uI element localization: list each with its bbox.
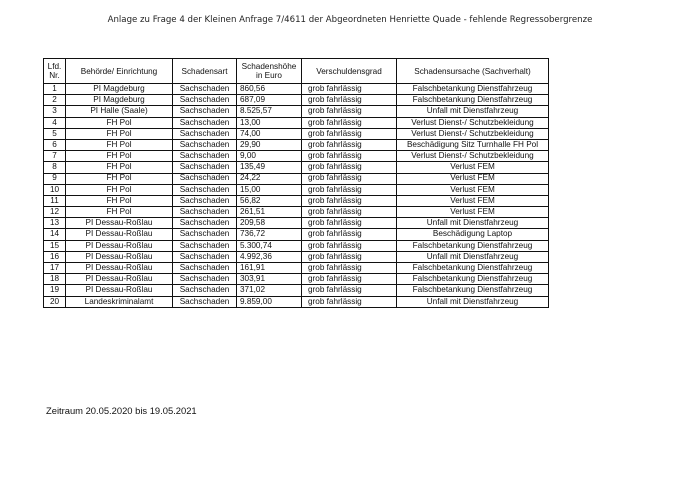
cell-verschuldensgrad: grob fahrlässig: [302, 84, 397, 95]
cell-behoerde: FH Pol: [66, 128, 173, 139]
cell-verschuldensgrad: grob fahrlässig: [302, 285, 397, 296]
table-row: [44, 251, 549, 262]
cell-behoerde: FH Pol: [66, 151, 173, 162]
period-note: Zeitraum 20.05.2020 bis 19.05.2021: [46, 405, 197, 416]
cell-verschuldensgrad: grob fahrlässig: [302, 195, 397, 206]
cell-nr: 1: [44, 84, 66, 95]
cell-schadensart: Sachschaden: [173, 106, 237, 117]
table-row: [44, 84, 549, 95]
table-row: [44, 195, 549, 206]
cell-schadensursache: Falschbetankung Dienstfahrzeug: [397, 285, 549, 296]
cell-schadensart: Sachschaden: [173, 229, 237, 240]
cell-behoerde: PI Halle (Saale): [66, 106, 173, 117]
cell-schadenshoehe: 303,91: [237, 274, 302, 285]
cell-schadensart: Sachschaden: [173, 195, 237, 206]
cell-schadensursache: Unfall mit Dienstfahrzeug: [397, 251, 549, 262]
column-header-nr: Lfd. Nr.: [44, 59, 66, 84]
table-row: [44, 184, 549, 195]
cell-behoerde: PI Dessau-Roßlau: [66, 251, 173, 262]
cell-schadensart: Sachschaden: [173, 285, 237, 296]
cell-nr: 3: [44, 106, 66, 117]
cell-schadensart: Sachschaden: [173, 274, 237, 285]
cell-verschuldensgrad: grob fahrlässig: [302, 139, 397, 150]
cell-schadenshoehe: 13,00: [237, 117, 302, 128]
table-row: [44, 106, 549, 117]
cell-schadensursache: Verlust FEM: [397, 173, 549, 184]
cell-verschuldensgrad: grob fahrlässig: [302, 218, 397, 229]
cell-schadenshoehe: 15,00: [237, 184, 302, 195]
cell-behoerde: FH Pol: [66, 207, 173, 218]
table-header: [44, 59, 549, 84]
cell-nr: 8: [44, 162, 66, 173]
cell-schadenshoehe: 261,51: [237, 207, 302, 218]
cell-schadensursache: Verlust Dienst-/ Schutzbekleidung: [397, 151, 549, 162]
cell-nr: 4: [44, 117, 66, 128]
cell-nr: 6: [44, 139, 66, 150]
cell-schadensursache: Verlust FEM: [397, 162, 549, 173]
cell-schadensursache: Falschbetankung Dienstfahrzeug: [397, 95, 549, 106]
table-row: [44, 139, 549, 150]
cell-verschuldensgrad: grob fahrlässig: [302, 162, 397, 173]
cell-schadensursache: Unfall mit Dienstfahrzeug: [397, 296, 549, 307]
cell-schadenshoehe: 74,00: [237, 128, 302, 139]
table-row: [44, 162, 549, 173]
document-title: Anlage zu Frage 4 der Kleinen Anfrage 7/4611 der Abgeordneten Henriette Quade - fehlende Regressobergrenze: [107, 15, 593, 25]
cell-verschuldensgrad: grob fahrlässig: [302, 173, 397, 184]
cell-verschuldensgrad: grob fahrlässig: [302, 207, 397, 218]
cell-verschuldensgrad: grob fahrlässig: [302, 106, 397, 117]
cell-behoerde: Landeskriminalamt: [66, 296, 173, 307]
table-row: [44, 218, 549, 229]
cell-schadenshoehe: 8.525,57: [237, 106, 302, 117]
cell-schadensursache: Falschbetankung Dienstfahrzeug: [397, 84, 549, 95]
cell-schadensursache: Verlust Dienst-/ Schutzbekleidung: [397, 128, 549, 139]
cell-schadensart: Sachschaden: [173, 84, 237, 95]
cell-nr: 20: [44, 296, 66, 307]
column-header-schadensart: Schadensart: [173, 59, 237, 84]
table-row: [44, 128, 549, 139]
table-row: [44, 296, 549, 307]
cell-nr: 5: [44, 128, 66, 139]
cell-nr: 9: [44, 173, 66, 184]
cell-schadensursache: Falschbetankung Dienstfahrzeug: [397, 263, 549, 274]
table-row: [44, 274, 549, 285]
cell-schadensursache: Beschädigung Sitz Turnhalle FH Pol: [397, 139, 549, 150]
cell-behoerde: PI Dessau-Roßlau: [66, 229, 173, 240]
cell-schadensursache: Unfall mit Dienstfahrzeug: [397, 218, 549, 229]
cell-verschuldensgrad: grob fahrlässig: [302, 184, 397, 195]
cell-verschuldensgrad: grob fahrlässig: [302, 274, 397, 285]
cell-nr: 12: [44, 207, 66, 218]
cell-schadensart: Sachschaden: [173, 162, 237, 173]
cell-schadensart: Sachschaden: [173, 251, 237, 262]
cell-behoerde: FH Pol: [66, 173, 173, 184]
table-body: [44, 84, 549, 308]
cell-nr: 16: [44, 251, 66, 262]
table-header-row: [44, 59, 549, 84]
cell-schadenshoehe: 9,00: [237, 151, 302, 162]
column-header-behoerde: Behörde/ Einrichtung: [66, 59, 173, 84]
cell-nr: 15: [44, 240, 66, 251]
cell-schadenshoehe: 209,58: [237, 218, 302, 229]
cell-behoerde: FH Pol: [66, 195, 173, 206]
table-row: [44, 229, 549, 240]
table-row: [44, 207, 549, 218]
cell-behoerde: PI Dessau-Roßlau: [66, 274, 173, 285]
cell-nr: 2: [44, 95, 66, 106]
cell-verschuldensgrad: grob fahrlässig: [302, 229, 397, 240]
table-row: [44, 263, 549, 274]
cell-behoerde: PI Dessau-Roßlau: [66, 285, 173, 296]
cell-nr: 18: [44, 274, 66, 285]
cell-schadensart: Sachschaden: [173, 117, 237, 128]
cell-behoerde: PI Dessau-Roßlau: [66, 218, 173, 229]
cell-schadensursache: Unfall mit Dienstfahrzeug: [397, 106, 549, 117]
table-row: [44, 95, 549, 106]
cell-schadenshoehe: 29,90: [237, 139, 302, 150]
column-header-verschuldensgrad: Verschuldensgrad: [302, 59, 397, 84]
cell-schadensart: Sachschaden: [173, 218, 237, 229]
cell-schadensursache: Verlust FEM: [397, 184, 549, 195]
cell-schadensursache: Falschbetankung Dienstfahrzeug: [397, 240, 549, 251]
table-row: [44, 240, 549, 251]
cell-nr: 19: [44, 285, 66, 296]
cell-schadensart: Sachschaden: [173, 263, 237, 274]
cell-verschuldensgrad: grob fahrlässig: [302, 95, 397, 106]
cell-schadensursache: Falschbetankung Dienstfahrzeug: [397, 274, 549, 285]
cell-nr: 13: [44, 218, 66, 229]
cell-schadenshoehe: 56,82: [237, 195, 302, 206]
cell-schadenshoehe: 371,02: [237, 285, 302, 296]
cell-nr: 7: [44, 151, 66, 162]
table-row: [44, 117, 549, 128]
cell-nr: 14: [44, 229, 66, 240]
cell-schadenshoehe: 24,22: [237, 173, 302, 184]
cell-schadensursache: Verlust Dienst-/ Schutzbekleidung: [397, 117, 549, 128]
cell-behoerde: FH Pol: [66, 184, 173, 195]
cell-nr: 11: [44, 195, 66, 206]
cell-schadensart: Sachschaden: [173, 184, 237, 195]
cell-schadenshoehe: 4.992,36: [237, 251, 302, 262]
cell-verschuldensgrad: grob fahrlässig: [302, 251, 397, 262]
cell-schadensart: Sachschaden: [173, 128, 237, 139]
cell-verschuldensgrad: grob fahrlässig: [302, 151, 397, 162]
table-row: [44, 285, 549, 296]
table-row: [44, 151, 549, 162]
cell-schadensursache: Beschädigung Laptop: [397, 229, 549, 240]
cell-schadensart: Sachschaden: [173, 207, 237, 218]
cell-schadensart: Sachschaden: [173, 240, 237, 251]
cell-schadenshoehe: 5.300,74: [237, 240, 302, 251]
cell-schadenshoehe: 687,09: [237, 95, 302, 106]
cell-behoerde: PI Magdeburg: [66, 95, 173, 106]
cell-verschuldensgrad: grob fahrlässig: [302, 240, 397, 251]
cell-verschuldensgrad: grob fahrlässig: [302, 117, 397, 128]
cell-behoerde: FH Pol: [66, 117, 173, 128]
cell-schadensart: Sachschaden: [173, 139, 237, 150]
cell-behoerde: PI Dessau-Roßlau: [66, 240, 173, 251]
cell-schadensart: Sachschaden: [173, 151, 237, 162]
cell-schadenshoehe: 161,91: [237, 263, 302, 274]
cell-nr: 10: [44, 184, 66, 195]
cell-schadenshoehe: 9.859,00: [237, 296, 302, 307]
cell-schadensursache: Verlust FEM: [397, 195, 549, 206]
cell-schadensursache: Verlust FEM: [397, 207, 549, 218]
cell-schadensart: Sachschaden: [173, 95, 237, 106]
column-header-schadenshoehe: Schadenshöhe in Euro: [237, 59, 302, 84]
cell-behoerde: FH Pol: [66, 162, 173, 173]
cell-nr: 17: [44, 263, 66, 274]
cell-verschuldensgrad: grob fahrlässig: [302, 263, 397, 274]
cell-behoerde: FH Pol: [66, 139, 173, 150]
cell-schadenshoehe: 736,72: [237, 229, 302, 240]
cell-verschuldensgrad: grob fahrlässig: [302, 296, 397, 307]
column-header-schadensursache: Schadensursache (Sachverhalt): [397, 59, 549, 84]
cell-schadensart: Sachschaden: [173, 173, 237, 184]
damages-table: [43, 58, 549, 308]
cell-behoerde: PI Dessau-Roßlau: [66, 263, 173, 274]
cell-schadensart: Sachschaden: [173, 296, 237, 307]
cell-verschuldensgrad: grob fahrlässig: [302, 128, 397, 139]
cell-schadenshoehe: 860,56: [237, 84, 302, 95]
table-row: [44, 173, 549, 184]
cell-schadenshoehe: 135,49: [237, 162, 302, 173]
cell-behoerde: PI Magdeburg: [66, 84, 173, 95]
